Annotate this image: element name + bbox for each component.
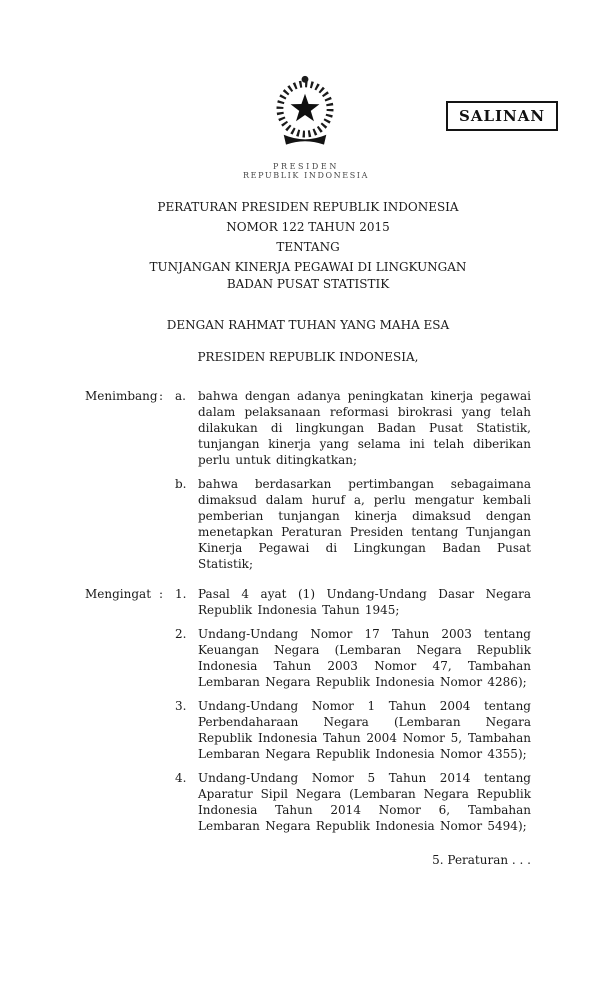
recalling-item-2 [175,626,531,690]
item-marker: 4. [175,771,187,785]
item-text: bahwa berdasarkan pertimbangan sebagaimana dimaksud dalam huruf a, perlu mengatur kembali pemberian tunjangan kinerja dimaksud dengan menetapkan Peraturan Presiden tentang Tunjangan Kinerja Pegawai di Lingkungan Badan Pusat Statistik; [198,477,531,571]
item-text: Pasal 4 ayat (1) Undang-Undang Dasar Negara Republik Indonesia Tahun 1945; [198,587,531,617]
considering-clause [85,388,531,572]
page-catchword: 5. Peraturan . . . [432,853,531,867]
item-marker: a. [175,389,186,403]
title-tentang: TENTANG [276,240,340,254]
salinan-stamp-label: SALINAN [459,107,546,125]
item-text: Undang-Undang Nomor 1 Tahun 2004 tentang Perbendaharaan Negara (Lembaran Negara Republik Indonesia Tahun 2004 Nomor 5, Tambahan Lembaran Negara Republik Indonesia Nomor 4355); [198,699,531,761]
recalling-separator: : [159,587,164,601]
recalling-items [175,586,531,834]
authority-line: PRESIDEN REPUBLIK INDONESIA, [197,350,419,364]
item-marker: 1. [175,587,187,601]
recalling-item-1 [175,586,531,618]
invocation-line: DENGAN RAHMAT TUHAN YANG MAHA ESA [166,318,450,332]
recalling-item-4 [175,770,531,834]
item-marker: b. [175,477,187,491]
title-regulation-number: NOMOR 122 TAHUN 2015 [226,220,390,234]
title-subject-line-1: TUNJANGAN KINERJA PEGAWAI DI LINGKUNGAN [149,260,467,274]
considering-label: Menimbang [85,389,158,403]
letterhead-presiden: PRESIDEN [273,162,339,171]
considering-separator: : [159,389,164,403]
salinan-stamp [446,101,558,131]
document-body [85,197,531,868]
recalling-clause [85,586,531,834]
recalling-label: Mengingat [85,587,152,601]
item-marker: 2. [175,627,187,641]
title-subject-line-2: BADAN PUSAT STATISTIK [226,277,390,291]
item-marker: 3. [175,699,187,713]
item-text: bahwa dengan adanya peningkatan kinerja pegawai dalam pelaksanaan reformasi birokrasi yang telah dilakukan di lingkungan Badan Pusat Statistik, tunjangan kinerja yang selama ini telah diberikan perlu untuk ditingkatkan; [198,389,531,467]
presidential-seal-icon [267,70,343,154]
considering-items [175,388,531,572]
letterhead-republik-indonesia: REPUBLIK INDONESIA [243,171,369,180]
item-text: Undang-Undang Nomor 5 Tahun 2014 tentang Aparatur Sipil Negara (Lembaran Negara Republik Indonesia Tahun 2014 Nomor 6, Tambahan Lembaran Negara Republik Indonesia Nomor 5494); [198,771,531,833]
considering-item-a [175,388,531,468]
letterhead [0,162,612,181]
recalling-item-3 [175,698,531,762]
document-title [85,197,531,293]
title-regulation-name: PERATURAN PRESIDEN REPUBLIK INDONESIA [157,200,459,214]
item-text: Undang-Undang Nomor 17 Tahun 2003 tentang Keuangan Negara (Lembaran Negara Republik Indonesia Tahun 2003 Nomor 47, Tambahan Lembaran Negara Republik Indonesia Nomor 4286); [198,627,531,689]
considering-item-b [175,476,531,572]
